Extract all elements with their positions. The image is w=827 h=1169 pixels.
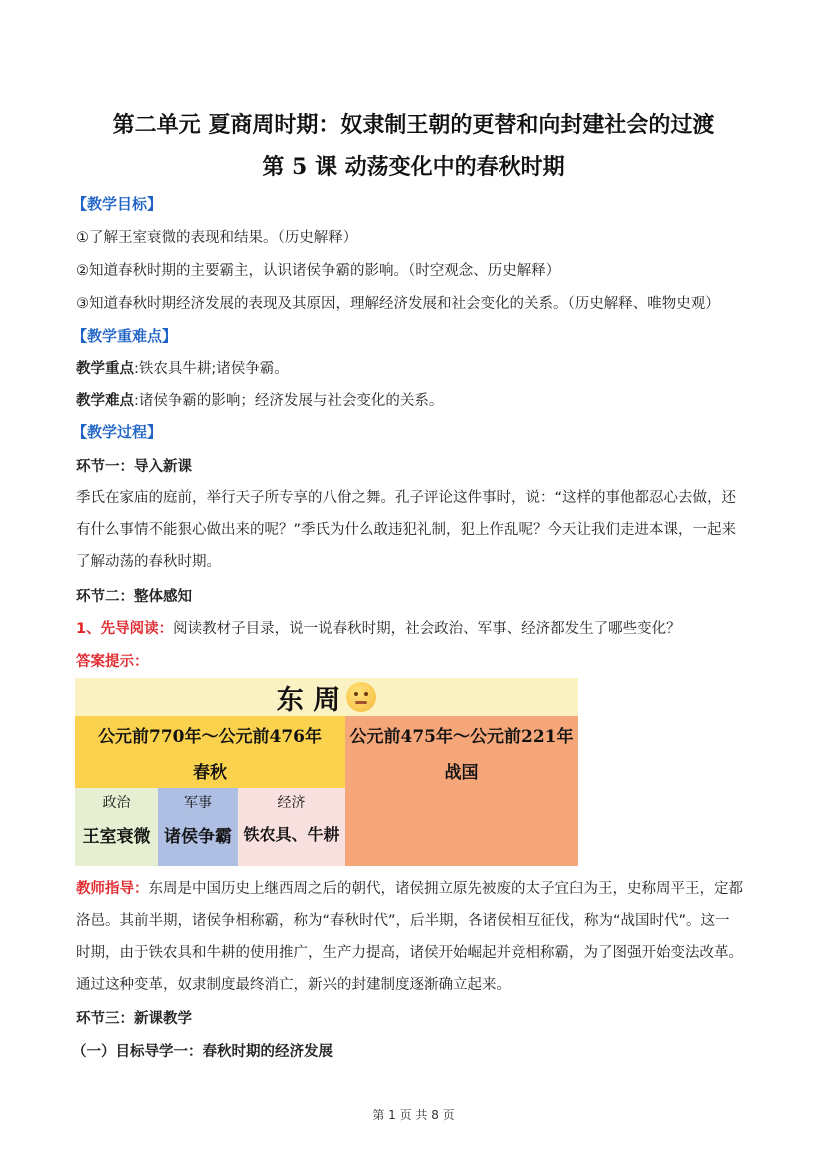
guide-line	[76, 877, 743, 898]
preread-line	[76, 617, 681, 638]
warring-states-name: 战国	[444, 763, 479, 783]
difficulty-label: 教学难点	[76, 393, 134, 409]
spring-autumn-name: 春秋	[193, 763, 227, 783]
military-value: 诸侯争霸	[164, 827, 232, 847]
politics-cell	[75, 788, 158, 866]
guide-line: 通过这种变革，奴隶制度最终消亡，新兴的封建制度逐渐确立起来。	[76, 977, 511, 993]
section-heading-keypoints: 【教学重难点】	[72, 327, 178, 345]
politics-value: 王室衰微	[82, 827, 151, 847]
difficulty-line	[76, 389, 443, 410]
guide-text: 东周是中国历史上继西周之后的朝代，诸侯拥立原先被废的太子宜臼为王，史称周平王，定都	[148, 881, 743, 897]
goal-item: ②知道春秋时期的主要霸主，认识诸侯争霸的影响。（时空观念、历史解释）	[76, 263, 561, 279]
preread-text: 阅读教材子目录，说一说春秋时期，社会政治、军事、经济都发生了哪些变化？	[173, 621, 681, 637]
guide-label: 教师指导：	[76, 881, 149, 897]
warring-states-cell	[345, 716, 578, 866]
goal-item: ③知道春秋时期经济发展的表现及其原因，理解经济发展和社会变化的关系。（历史解释、唯物史观）	[76, 296, 720, 312]
spring-autumn-period: 公元前770年～公元前476年	[98, 727, 322, 747]
military-cell	[158, 788, 238, 866]
section-heading-process: 【教学过程】	[72, 423, 163, 441]
unit-title: 第二单元 夏商周时期：奴隶制王朝的更替和向封建社会的过渡	[112, 112, 715, 138]
difficulty-text: :诸侯争霸的影响；经济发展与社会变化的关系。	[134, 393, 444, 409]
subsection-title: （一）目标导学一：春秋时期的经济发展	[72, 1044, 333, 1060]
military-label: 军事	[184, 795, 212, 811]
warring-states-period: 公元前475年～公元前221年	[349, 727, 574, 747]
focus-label: 教学重点	[76, 361, 134, 377]
step1-line: 了解动荡的春秋时期。	[76, 554, 221, 570]
lesson-title: 第 5 课 动荡变化中的春秋时期	[262, 154, 565, 180]
economy-value: 铁农具、牛耕	[243, 825, 340, 844]
guide-line: 时期，由于铁农具和牛耕的使用推广，生产力提高，诸侯开始崛起并竞相称霸，为了图强开始变法改革。	[76, 945, 743, 961]
step2-title: 环节二：整体感知	[76, 589, 192, 605]
table-header: 东 周	[276, 684, 341, 716]
guide-line: 洛邑。其前半期，诸侯争相称霸，称为“春秋时代”，后半期，各诸侯相互征伐，称为“战国时代”。这一	[76, 913, 730, 929]
table-header-cell	[75, 678, 578, 716]
eastern-zhou-table	[75, 678, 578, 866]
section-heading-goals: 【教学目标】	[72, 195, 163, 213]
step1-title: 环节一：导入新课	[76, 459, 192, 475]
thinking-face-icon	[346, 682, 376, 712]
step1-line: 季氏在家庙的庭前，举行天子所专享的八佾之舞。孔子评论这件事时，说：“这样的事他都忍心去做，还	[76, 490, 737, 506]
focus-line	[76, 357, 289, 378]
politics-label: 政治	[102, 795, 131, 811]
economy-label: 经济	[277, 795, 306, 811]
step3-title: 环节三：新课教学	[76, 1011, 192, 1027]
step1-line: 有什么事情不能狠心做出来的呢？”季氏为什么敢违犯礼制，犯上作乱呢？今天让我们走进本课，一起来	[76, 522, 737, 538]
economy-cell	[238, 788, 345, 866]
page-footer: 第 1 页 共 8 页	[372, 1108, 455, 1122]
spring-autumn-cell	[75, 716, 345, 788]
focus-text: :铁农具牛耕;诸侯争霸。	[134, 361, 289, 377]
goal-item: ①了解王室衰微的表现和结果。（历史解释）	[76, 230, 358, 246]
preread-label: 1、先导阅读：	[76, 621, 174, 637]
answer-label: 答案提示：	[76, 654, 149, 670]
